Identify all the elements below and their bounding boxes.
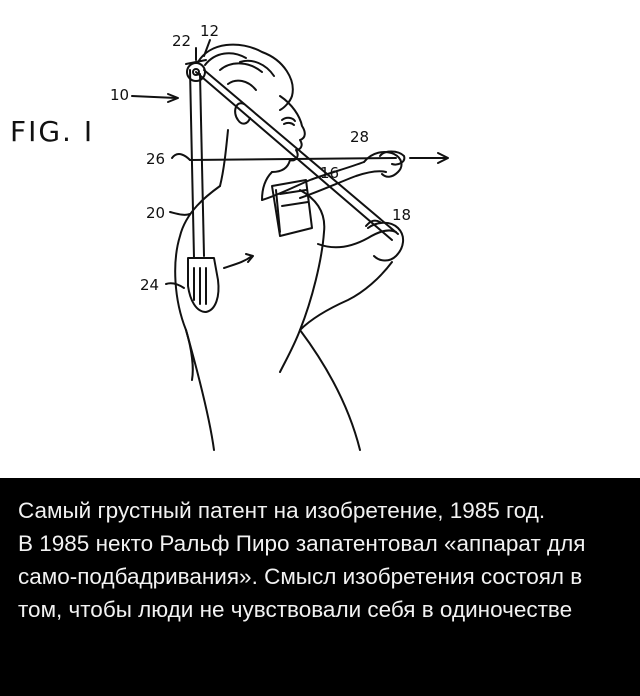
ref-10: 10 bbox=[110, 86, 130, 104]
ref-12: 12 bbox=[200, 22, 220, 40]
caption-text bbox=[18, 494, 618, 626]
ref-28: 28 bbox=[350, 128, 370, 146]
ref-20: 20 bbox=[146, 204, 166, 222]
ref-24: 24 bbox=[140, 276, 160, 294]
ref-22: 22 bbox=[172, 32, 192, 50]
caption-panel bbox=[0, 478, 640, 696]
figure-title: FIG. I bbox=[10, 115, 95, 148]
caption-heading: Самый грустный патент на изобретение, 1985 год. bbox=[18, 498, 546, 523]
caption-body: В 1985 некто Ральф Пиро запатентовал «аппарат для само-подбадривания». Смысл изобретения состоял в том, чтобы люди не чувствовали себя в одиночестве bbox=[18, 531, 586, 622]
ref-18: 18 bbox=[392, 206, 412, 224]
ref-16: 16 bbox=[320, 164, 340, 182]
ref-26: 26 bbox=[146, 150, 166, 168]
